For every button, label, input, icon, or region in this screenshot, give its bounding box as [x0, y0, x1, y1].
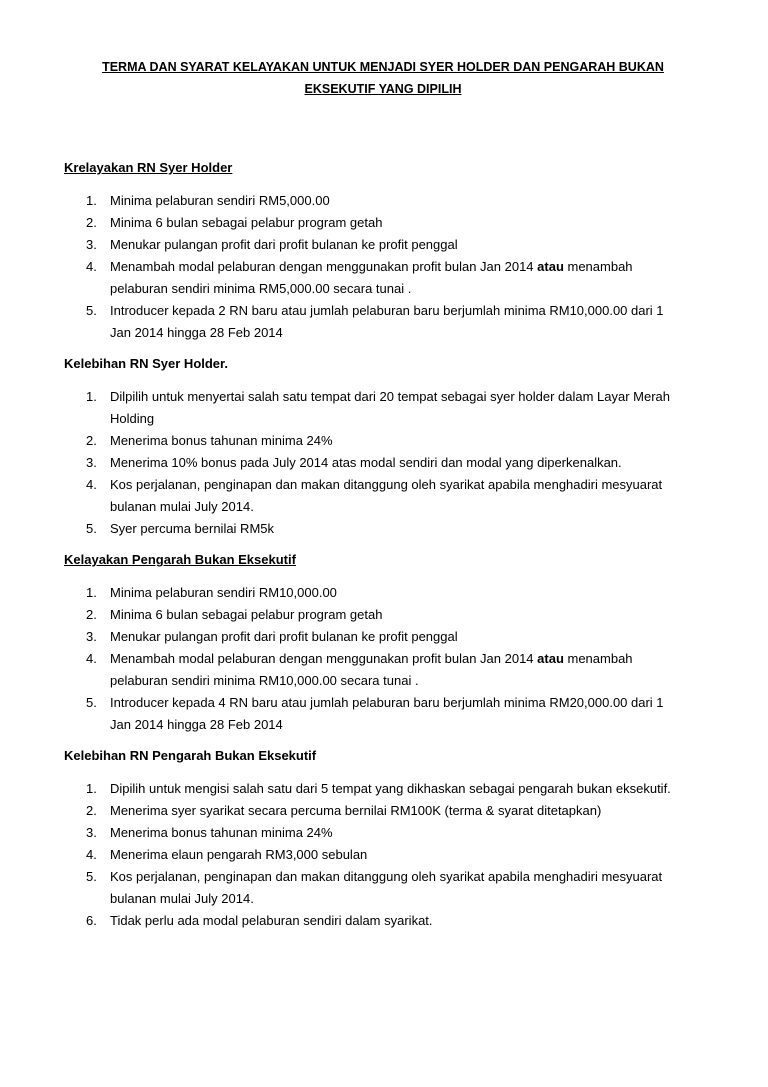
- list-item: [64, 778, 688, 800]
- list-item-number: 3.: [86, 237, 97, 252]
- numbered-list: [64, 386, 688, 540]
- list-item-number: 4.: [86, 651, 97, 666]
- list-item-text: Minima pelaburan sendiri RM10,000.00: [110, 585, 337, 600]
- list-item-text: [110, 256, 688, 300]
- list-item: [64, 692, 688, 736]
- list-item-text: Kos perjalanan, penginapan dan makan ditanggung oleh syarikat apabila menghadiri mesyuarat bulanan mulai July 2014.: [110, 477, 663, 514]
- list-item: [64, 626, 688, 648]
- list-item-number: 5.: [86, 303, 97, 318]
- list-item-number-wrap: [64, 692, 110, 736]
- list-item-number-wrap: [64, 822, 110, 844]
- list-item-text: Introducer kepada 4 RN baru atau jumlah pelaburan baru berjumlah minima RM20,000.00 dari 1 Jan 2014 hingga 28 Feb 2014: [110, 695, 664, 732]
- list-item: [64, 800, 688, 822]
- list-item-number-wrap: [64, 626, 110, 648]
- list-item-number-wrap: [64, 844, 110, 866]
- document-title: TERMA DAN SYARAT KELAYAKAN UNTUK MENJADI SYER HOLDER DAN PENGARAH BUKAN EKSEKUTIF YANG DIPILIH: [102, 60, 664, 96]
- document-body: [64, 158, 688, 932]
- list-item-text: Menerima 10% bonus pada July 2014 atas modal sendiri dan modal yang diperkenalkan.: [110, 455, 622, 470]
- section-heading: Kelebihan RN Pengarah Bukan Eksekutif: [64, 748, 317, 763]
- list-item-number-wrap: [64, 474, 110, 518]
- list-item-text: Introducer kepada 2 RN baru atau jumlah pelaburan baru berjumlah minima RM10,000.00 dari 1 Jan 2014 hingga 28 Feb 2014: [110, 303, 664, 340]
- list-item-number: 1.: [86, 193, 97, 208]
- list-item-number-wrap: [64, 300, 110, 344]
- list-item-text: Minima 6 bulan sebagai pelabur program getah: [110, 215, 383, 230]
- list-item: [64, 822, 688, 844]
- list-item-number-wrap: [64, 604, 110, 626]
- list-item-number: 5.: [86, 869, 97, 884]
- list-item-text: Menukar pulangan profit dari profit bulanan ke profit penggal: [110, 629, 458, 644]
- list-item-number: 3.: [86, 455, 97, 470]
- list-item-number: 6.: [86, 913, 97, 928]
- list-item-number: 2.: [86, 607, 97, 622]
- list-item-number-wrap: [64, 234, 110, 256]
- section-kelebihan-rn-syer-holder: [64, 354, 688, 540]
- list-item-text: Syer percuma bernilai RM5k: [110, 521, 275, 536]
- list-item-text-part: Menambah modal pelaburan dengan menggunakan profit bulan Jan 2014: [110, 259, 538, 274]
- list-item: [64, 212, 688, 234]
- list-item-number-wrap: [64, 256, 110, 300]
- list-item-number: 1.: [86, 389, 97, 404]
- list-item-text: Menerima elaun pengarah RM3,000 sebulan: [110, 847, 368, 862]
- list-item-number: 3.: [86, 629, 97, 644]
- list-item-number-wrap: [64, 648, 110, 692]
- numbered-list: [64, 190, 688, 344]
- list-item-number-wrap: [64, 430, 110, 452]
- list-item-text: Menerima syer syarikat secara percuma bernilai RM100K (terma & syarat ditetapkan): [110, 803, 602, 818]
- list-item-text-part: menambah pelaburan sendiri minima RM5,000.00 secara tunai .: [110, 259, 633, 296]
- list-item-text-part: Menambah modal pelaburan dengan menggunakan profit bulan Jan 2014: [110, 651, 538, 666]
- list-item-number: 5.: [86, 521, 97, 536]
- list-item: [64, 648, 688, 692]
- numbered-list: [64, 582, 688, 736]
- list-item-number: 2.: [86, 433, 97, 448]
- list-item-number: 4.: [86, 847, 97, 862]
- list-item-number: 1.: [86, 781, 97, 796]
- list-item: [64, 234, 688, 256]
- list-item-number: 4.: [86, 259, 97, 274]
- list-item: [64, 582, 688, 604]
- list-item-text: Menerima bonus tahunan minima 24%: [110, 825, 333, 840]
- section-heading: Krelayakan RN Syer Holder: [64, 160, 233, 175]
- list-item-text-part: menambah pelaburan sendiri minima RM10,000.00 secara tunai .: [110, 651, 633, 688]
- list-item-number: 5.: [86, 695, 97, 710]
- list-item-number: 4.: [86, 477, 97, 492]
- list-item-text: Dipilih untuk mengisi salah satu dari 5 tempat yang dikhaskan sebagai pengarah bukan eksekutif.: [110, 781, 671, 796]
- list-item-number: 3.: [86, 825, 97, 840]
- list-item-number-wrap: [64, 800, 110, 822]
- list-item-number-wrap: [64, 190, 110, 212]
- list-item-text: Dilpilih untuk menyertai salah satu tempat dari 20 tempat sebagai syer holder dalam Layar Merah Holding: [110, 389, 671, 426]
- list-item: [64, 452, 688, 474]
- list-item-text: [110, 648, 688, 692]
- list-item-text: Tidak perlu ada modal pelaburan sendiri dalam syarikat.: [110, 913, 433, 928]
- list-item-number-wrap: [64, 910, 110, 932]
- list-item-number: 1.: [86, 585, 97, 600]
- list-item-text: Menerima bonus tahunan minima 24%: [110, 433, 333, 448]
- list-item-number: 2.: [86, 215, 97, 230]
- section-heading: Kelayakan Pengarah Bukan Eksekutif: [64, 552, 296, 567]
- list-item-number-wrap: [64, 452, 110, 474]
- list-item: [64, 518, 688, 540]
- list-item-number-wrap: [64, 582, 110, 604]
- section-kelebihan-rn-pengarah-bukan-eksekutif: [64, 746, 688, 932]
- list-item-number-wrap: [64, 866, 110, 910]
- list-item-number-wrap: [64, 386, 110, 430]
- numbered-list: [64, 778, 688, 932]
- list-item: [64, 430, 688, 452]
- list-item-number-wrap: [64, 778, 110, 800]
- section-kelayakan-pengarah-bukan-eksekutif: [64, 550, 688, 736]
- list-item-number-wrap: [64, 212, 110, 234]
- list-item-bold-word: atau: [537, 651, 564, 666]
- section-kelayakan-rn-syer-holder: [64, 158, 688, 344]
- list-item-text: Minima 6 bulan sebagai pelabur program getah: [110, 607, 383, 622]
- list-item-text: Minima pelaburan sendiri RM5,000.00: [110, 193, 330, 208]
- list-item: [64, 256, 688, 300]
- list-item: [64, 910, 688, 932]
- list-item-bold-word: atau: [537, 259, 564, 274]
- list-item: [64, 386, 688, 430]
- list-item: [64, 866, 688, 910]
- list-item: [64, 844, 688, 866]
- list-item-number: 2.: [86, 803, 97, 818]
- list-item: [64, 604, 688, 626]
- list-item: [64, 300, 688, 344]
- list-item-text: Menukar pulangan profit dari profit bulanan ke profit penggal: [110, 237, 458, 252]
- list-item-text: Kos perjalanan, penginapan dan makan ditanggung oleh syarikat apabila menghadiri mesyuarat bulanan mulai July 2014.: [110, 869, 663, 906]
- section-heading: Kelebihan RN Syer Holder.: [64, 356, 228, 371]
- list-item-number-wrap: [64, 518, 110, 540]
- list-item: [64, 190, 688, 212]
- list-item: [64, 474, 688, 518]
